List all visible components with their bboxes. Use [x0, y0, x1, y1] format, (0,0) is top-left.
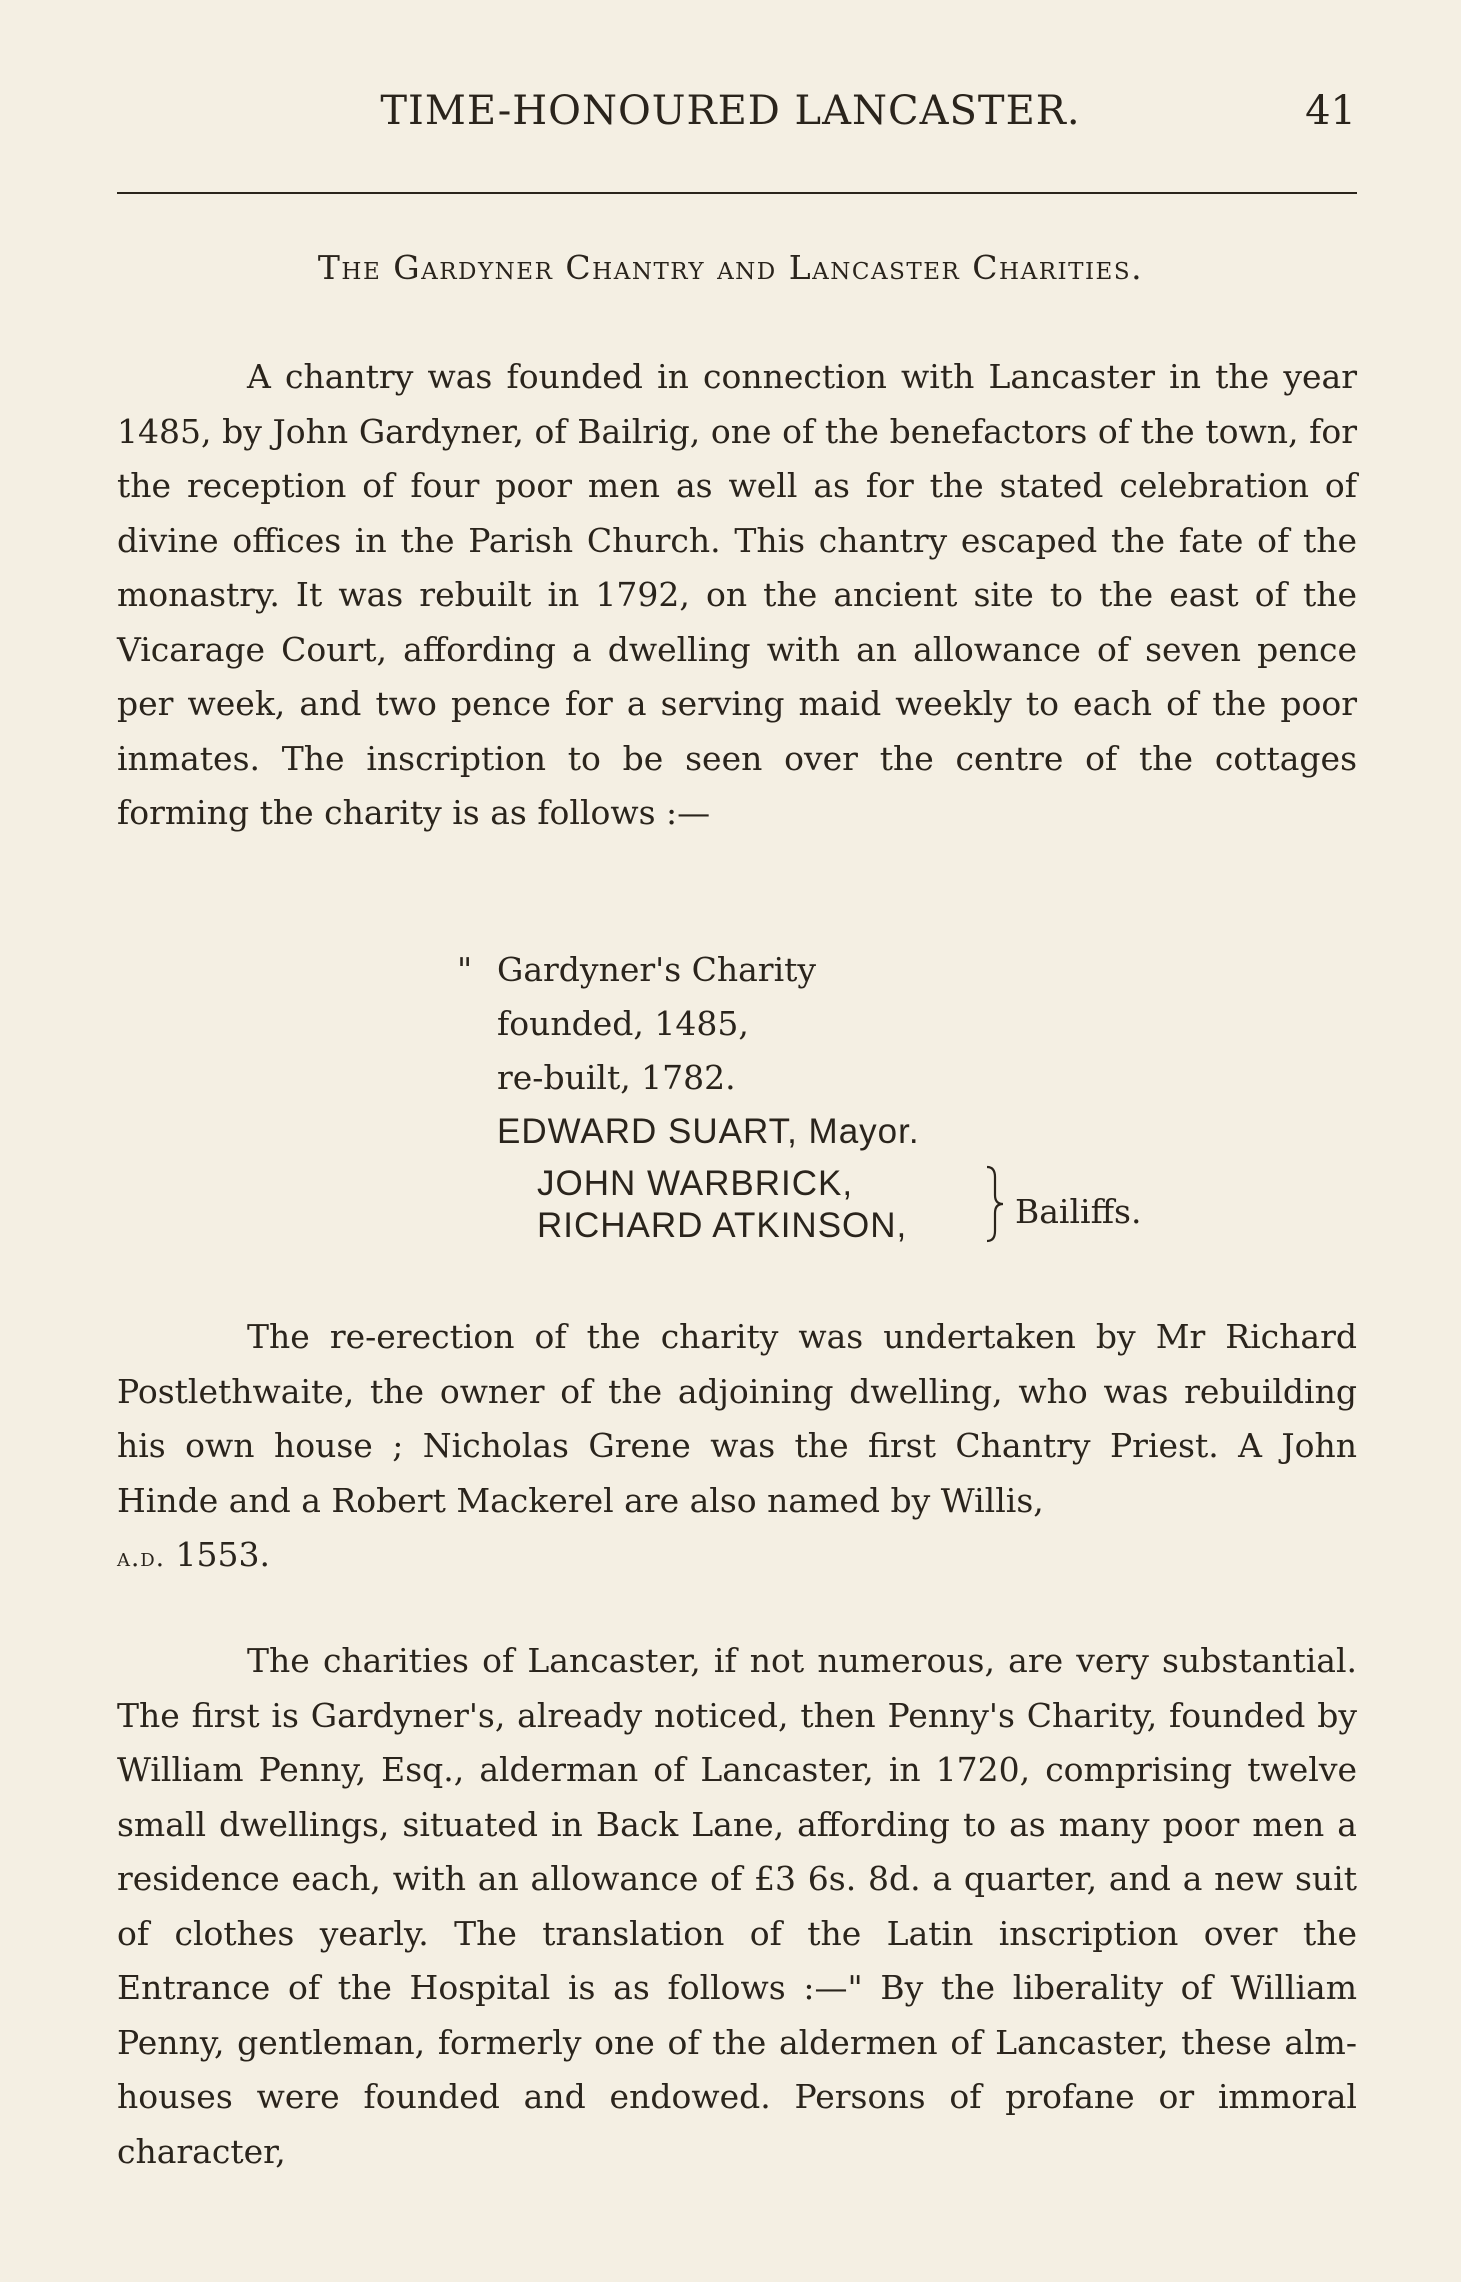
- paragraph-chantry-text: A chantry was founded in connection with Lancaster in the year 1485, by John Gardyner, of Bailrig, one of the benefactors of the town, for the reception of four poor men as well as for the stated celebration of divine offices in the Parish Church. This chantry escaped the fate of the monastry. It was rebuilt in 1792, on the ancient site to the east of the Vicarage Court, affording a dwelling with an allowance of seven pence per week, and two pence for a serving maid weekly to each of the poor inmates. The inscription to be seen over the centre of the cottages forming the charity is as follows :—: [117, 357, 1357, 832]
- bailiff-name: RICHARD ATKINSON,: [537, 1206, 908, 1245]
- page-header: [0, 88, 1461, 138]
- bailiffs-label: Bailiffs.: [1015, 1192, 1142, 1231]
- paragraph-re-erection: [117, 1310, 1357, 1586]
- inscription-charity-name: Gardyner's Charity: [497, 950, 817, 989]
- inscription-line-1: [457, 943, 1297, 997]
- era-label: a.d.: [117, 1543, 165, 1573]
- page-number: 41: [1305, 88, 1356, 134]
- running-title: TIME-HONOURED LANCASTER.: [380, 88, 1081, 134]
- inscription-block: [457, 943, 1297, 1253]
- inscription-mayor: EDWARD SUART, Mayor.: [497, 1112, 920, 1151]
- bailiff-name: JOHN WARBRICK,: [537, 1164, 854, 1203]
- inscription-open-quote: ": [457, 950, 473, 989]
- right-brace-icon: [984, 1165, 1006, 1243]
- section-title: The Gardyner Chantry and Lancaster Charities.: [317, 248, 1144, 287]
- header-rule: [117, 192, 1357, 194]
- paragraph-re-erection-text: The re-erection of the charity was undertaken by Mr Richard Postlethwaite, the owner of the adjoining dwelling, who was rebuilding his own house ; Nicholas Grene was the first Chantry Priest. A John Hinde and a Robert Mackerel are also named by Willis,: [117, 1317, 1357, 1520]
- inscription-rebuilt: re-built, 1782.: [497, 1058, 736, 1097]
- paragraph-charities-text: The charities of Lancaster, if not numerous, are very substantial. The first is Gardyner's, already noticed, then Penny's Charity, founded by William Penny, Esq., alderman of Lancaster, in 1720, comprising twelve small dwellings, situated in Back Lane, affording to as many poor men a residence each, with an allowance of £3 6s. 8d. a quarter, and a new suit of clothes yearly. The translation of the Latin inscription over the Entrance of the Hospital is as follows :—" By the liberality of William Penny, gentleman, formerly one of the aldermen of Lancaster, these alm-houses were founded and endowed. Persons of profane or immoral character,: [117, 1641, 1357, 2171]
- paragraph-charities: [117, 1634, 1357, 2179]
- inscription-founded: founded, 1485,: [497, 1004, 749, 1043]
- year-text: 1553.: [175, 1535, 270, 1574]
- inscription-bailiffs: [497, 1163, 1297, 1253]
- paragraph-chantry: [117, 350, 1357, 841]
